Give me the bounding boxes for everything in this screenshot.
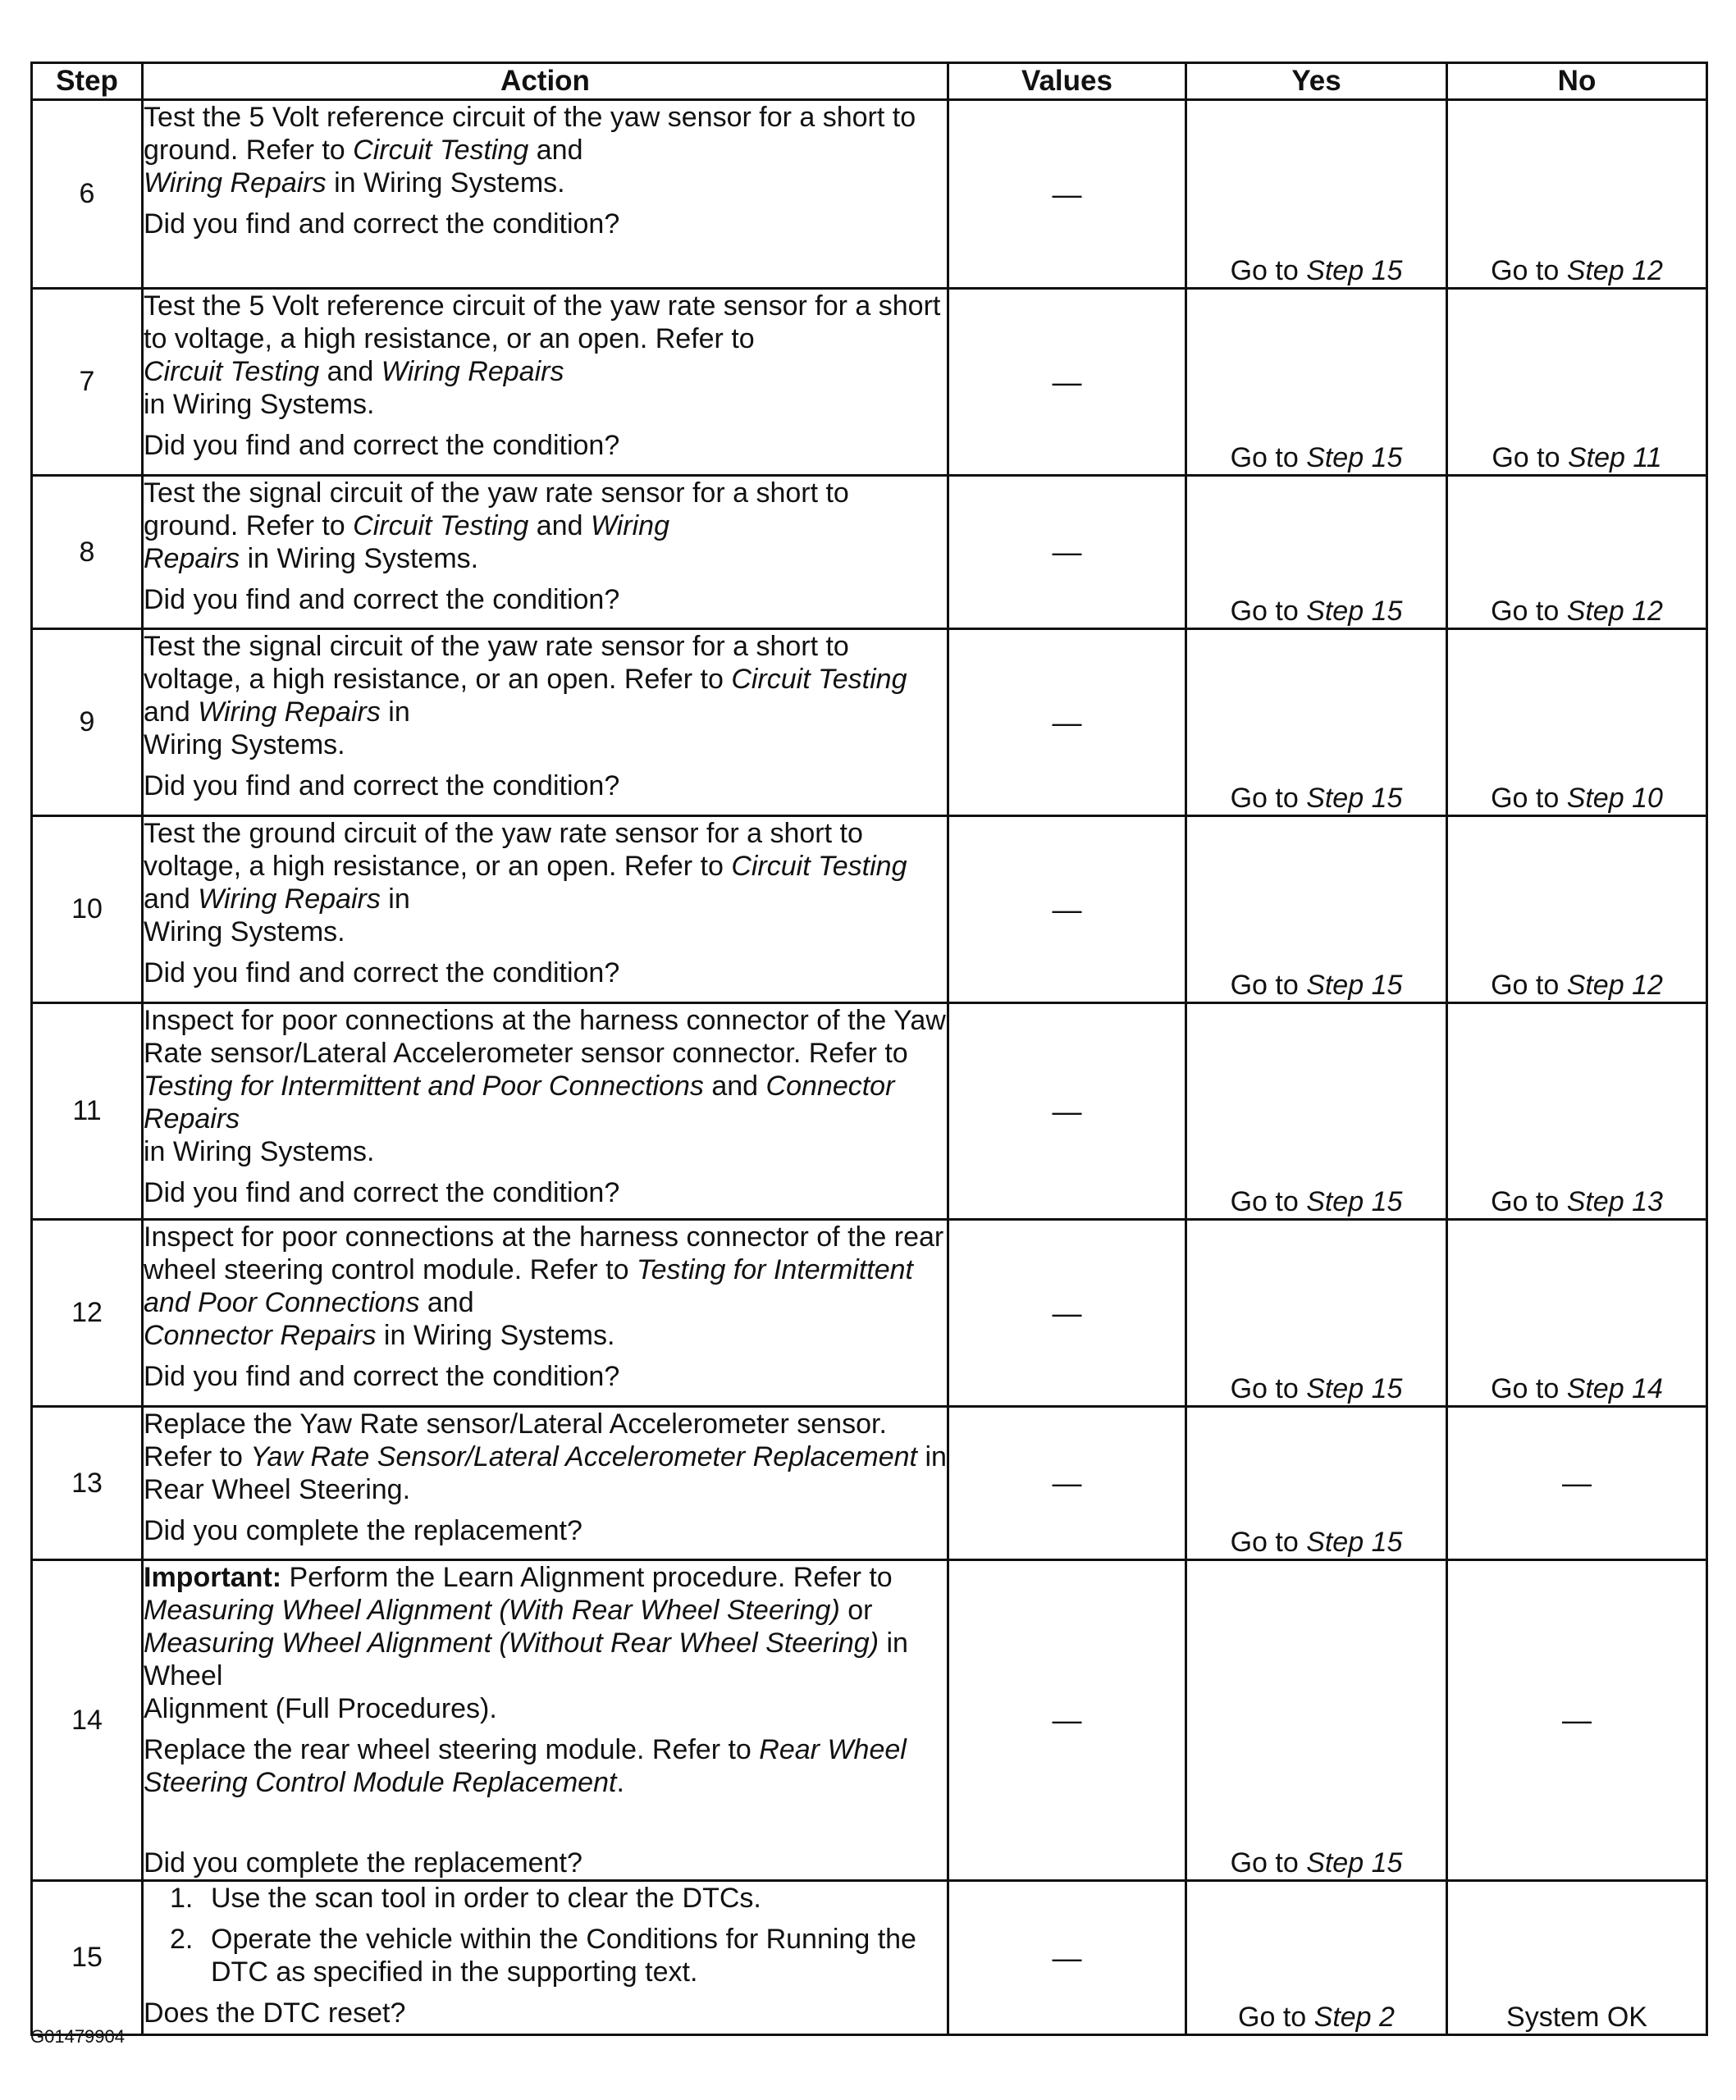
yes-cell [1186,1881,1447,2035]
text-run: and [144,696,199,728]
reference-link-text: Measuring Wheel Alignment (Without Rear Wheel Steering) [144,1628,879,1659]
text-run: Test the signal circuit of the yaw rate sensor for a short to voltage, a high resistance, or an open. Refer to [144,631,849,695]
step-number: 9 [32,629,143,816]
list-item-number: 1. [170,1883,194,1914]
reference-link-text: Step 12 [1566,255,1663,286]
header-step: Step [32,63,143,100]
text-run: Go to [1230,1373,1307,1404]
action-question: Did you find and correct the condition? [144,584,620,615]
header-row [32,63,1707,100]
text-run: Alignment (Full Procedures). [144,1693,497,1724]
text-run: Go to [1230,255,1307,286]
step-number: 11 [32,1003,143,1220]
table-row [32,1407,1707,1560]
reference-link-text: Testing for Intermittent and Poor Connections [144,1254,913,1318]
yes-cell [1186,100,1447,289]
reference-link-text: Step 15 [1306,442,1403,473]
reference-link-text: Repairs [144,543,240,574]
text-run: Go to [1491,970,1567,1001]
yes-cell [1186,1220,1447,1407]
action-cell [143,476,948,629]
table-row [32,1560,1707,1881]
action-text [144,1221,947,1352]
action-text [144,630,947,761]
text-run: Go to [1230,970,1307,1001]
header-yes: Yes [1186,63,1447,100]
yes-cell [1186,289,1447,476]
text-run: Go to [1238,2002,1314,2033]
reference-link-text: Step 10 [1566,783,1663,814]
values-cell: — [948,1003,1186,1220]
table-row [32,1003,1707,1220]
reference-link-text: Step 15 [1306,970,1403,1001]
action-cell [143,289,948,476]
text-run: and [528,510,591,541]
reference-link-text: Wiring Repairs [144,167,327,199]
text-run: Test the ground circuit of the yaw rate sensor for a short to voltage, a high resistance, or an open. Refer to [144,818,863,882]
yes-cell [1186,476,1447,629]
action-cell [143,629,948,816]
text-run: in [380,883,410,915]
table-row [32,289,1707,476]
diagnostic-table [30,62,1708,2036]
table-row [32,100,1707,289]
reference-link-text: Step 14 [1566,1373,1663,1404]
action-question: Did you find and correct the condition? [144,1177,620,1208]
header-values: Values [948,63,1186,100]
action-cell [143,1407,948,1560]
text-run: . [616,1767,624,1798]
no-cell [1447,1881,1707,2035]
yes-cell [1186,1407,1447,1560]
text-run: Test the signal circuit of the yaw rate sensor for a short to ground. Refer to [144,477,849,541]
list-item-number: 2. [170,1924,194,1955]
step-number: 14 [32,1560,143,1881]
reference-link-text: Circuit Testing [144,356,320,387]
action-text [144,1408,947,1506]
action-question: Did you find and correct the condition? [144,208,620,240]
action-question: Did you complete the replacement? [144,1515,582,1546]
reference-link-text: Rear Wheel Steering Control Module Replacement [144,1734,907,1798]
reference-link-text: Step 15 [1306,596,1403,627]
emphasis-text: Important: [144,1562,282,1593]
text-run: Go to [1491,596,1567,627]
reference-link-text: Connector Repairs [144,1320,377,1351]
text-run: in Wiring Systems. [144,1136,375,1167]
no-cell [1447,816,1707,1003]
step-number: 15 [32,1881,143,2035]
no-cell [1447,1560,1707,1881]
action-text [144,477,947,575]
reference-link-text: Wiring [590,510,669,541]
reference-link-text: Testing for Intermittent and Poor Connections [144,1071,704,1102]
text-run: — [1562,1703,1592,1737]
text-run: and [319,356,381,387]
text-run: Inspect for poor connections at the harness connector of the rear wheel steering control module. Refer to [144,1221,944,1285]
text-run: Replace the Yaw Rate sensor/Lateral Accelerometer sensor. Refer to [144,1408,887,1472]
text-run: Replace the rear wheel steering module. Refer to [144,1734,760,1765]
reference-link-text: Yaw Rate Sensor/Lateral Accelerometer Replacement [250,1441,918,1472]
values-cell: — [948,100,1186,289]
figure-id: G01479904 [30,2026,125,2047]
values-cell: — [948,1407,1186,1560]
text-run: Go to [1491,1186,1567,1217]
reference-link-text: Measuring Wheel Alignment (With Rear Wheel Steering) [144,1595,840,1626]
diagnostic-table-sheet [30,62,1708,2036]
text-run: System OK [1506,2002,1647,2033]
reference-link-text: Step 15 [1306,783,1403,814]
reference-link-text: Wiring Repairs [381,356,564,387]
table-row [32,629,1707,816]
text-run: Test the 5 Volt reference circuit of the yaw rate sensor for a short to voltage, a high resistance, or an open. Refer to [144,290,941,354]
text-run: in Wiring Systems. [240,543,479,574]
yes-cell [1186,629,1447,816]
text-run: and [419,1287,474,1318]
header-no: No [1447,63,1707,100]
action-cell [143,1560,948,1881]
list-item [144,1882,947,1915]
text-run: Go to [1230,1527,1307,1558]
text-run: Go to [1492,442,1568,473]
action-text [144,817,947,948]
text-run: Go to [1491,783,1567,814]
action-question: Did you complete the replacement? [144,1847,582,1879]
step-number: 12 [32,1220,143,1407]
text-run: or [839,1595,873,1626]
header-action: Action [143,63,948,100]
reference-link-text: Connector Repairs [144,1071,895,1134]
reference-link-text: Step 12 [1566,596,1663,627]
reference-link-text: Step 15 [1306,255,1403,286]
step-number: 10 [32,816,143,1003]
table-row [32,1220,1707,1407]
action-text [144,101,947,199]
step-number: 7 [32,289,143,476]
yes-cell [1186,1560,1447,1881]
table-row [32,1881,1707,2035]
text-run: Inspect for poor connections at the harness connector of the Yaw Rate sensor/Lateral Accelerometer sensor connector. Refer to [144,1005,946,1069]
no-cell [1447,1003,1707,1220]
table-row [32,476,1707,629]
text-run: Go to [1230,1847,1307,1879]
no-cell [1447,1220,1707,1407]
reference-link-text: Wiring Repairs [198,883,381,915]
reference-link-text: Circuit Testing [353,135,529,166]
text-run: in Wheel [144,1628,908,1691]
step-number: 8 [32,476,143,629]
text-run: in [380,696,410,728]
text-run: Perform the Learn Alignment procedure. Refer to [281,1562,893,1593]
text-run: Go to [1230,1186,1307,1217]
no-cell [1447,289,1707,476]
yes-cell [1186,816,1447,1003]
action-question: Did you find and correct the condition? [144,770,620,801]
values-cell: — [948,1560,1186,1881]
action-question: Did you find and correct the condition? [144,957,620,988]
action-text [144,1561,947,1799]
action-text [144,290,947,421]
action-question: Did you find and correct the condition? [144,430,620,461]
action-cell [143,816,948,1003]
procedure-list [144,1882,947,1988]
reference-link-text: Step 13 [1566,1186,1663,1217]
text-run: and [703,1071,766,1102]
text-run: Wiring Systems. [144,729,345,760]
no-cell [1447,100,1707,289]
text-run: and [144,883,199,915]
text-run: Go to [1230,783,1307,814]
list-item-text: Use the scan tool in order to clear the DTCs. [211,1883,761,1914]
values-cell: — [948,629,1186,816]
values-cell: — [948,476,1186,629]
action-question: Did you find and correct the condition? [144,1361,620,1392]
text-run: — [1562,1466,1592,1500]
action-cell [143,1881,948,2035]
no-cell [1447,1407,1707,1560]
text-run: Go to [1491,1373,1567,1404]
text-run: in Wiring Systems. [144,389,375,420]
reference-link-text: Step 15 [1306,1847,1403,1879]
text-run: Go to [1230,596,1307,627]
reference-link-text: Step 15 [1306,1186,1403,1217]
text-run: in Wiring Systems. [376,1320,615,1351]
text-run: Wiring Systems. [144,916,345,947]
action-cell [143,100,948,289]
reference-link-text: Circuit Testing [731,664,907,695]
action-text [144,1004,947,1168]
step-number: 6 [32,100,143,289]
action-question: Does the DTC reset? [144,1997,406,2029]
step-number: 13 [32,1407,143,1560]
text-run: and [528,135,583,166]
yes-cell [1186,1003,1447,1220]
no-cell [1447,476,1707,629]
reference-link-text: Step 15 [1306,1373,1403,1404]
reference-link-text: Circuit Testing [353,510,529,541]
list-item [144,1923,947,1988]
reference-link-text: Circuit Testing [731,851,907,882]
text-run: in Rear Wheel Steering. [144,1441,947,1505]
values-cell: — [948,289,1186,476]
action-cell [143,1220,948,1407]
action-cell [143,1003,948,1220]
values-cell: — [948,1881,1186,2035]
reference-link-text: Wiring Repairs [198,696,381,728]
text-run: in Wiring Systems. [326,167,565,199]
list-item-text: Operate the vehicle within the Conditions for Running the DTC as specified in the supporting text. [211,1924,916,1988]
reference-link-text: Step 2 [1313,2002,1395,2033]
text-run: Go to [1230,442,1307,473]
text-run: Go to [1491,255,1567,286]
reference-link-text: Step 11 [1567,442,1662,473]
text-run: Test the 5 Volt reference circuit of the yaw sensor for a short to ground. Refer to [144,102,916,166]
reference-link-text: Step 15 [1306,1527,1403,1558]
values-cell: — [948,1220,1186,1407]
values-cell: — [948,816,1186,1003]
no-cell [1447,629,1707,816]
table-row [32,816,1707,1003]
reference-link-text: Step 12 [1566,970,1663,1001]
